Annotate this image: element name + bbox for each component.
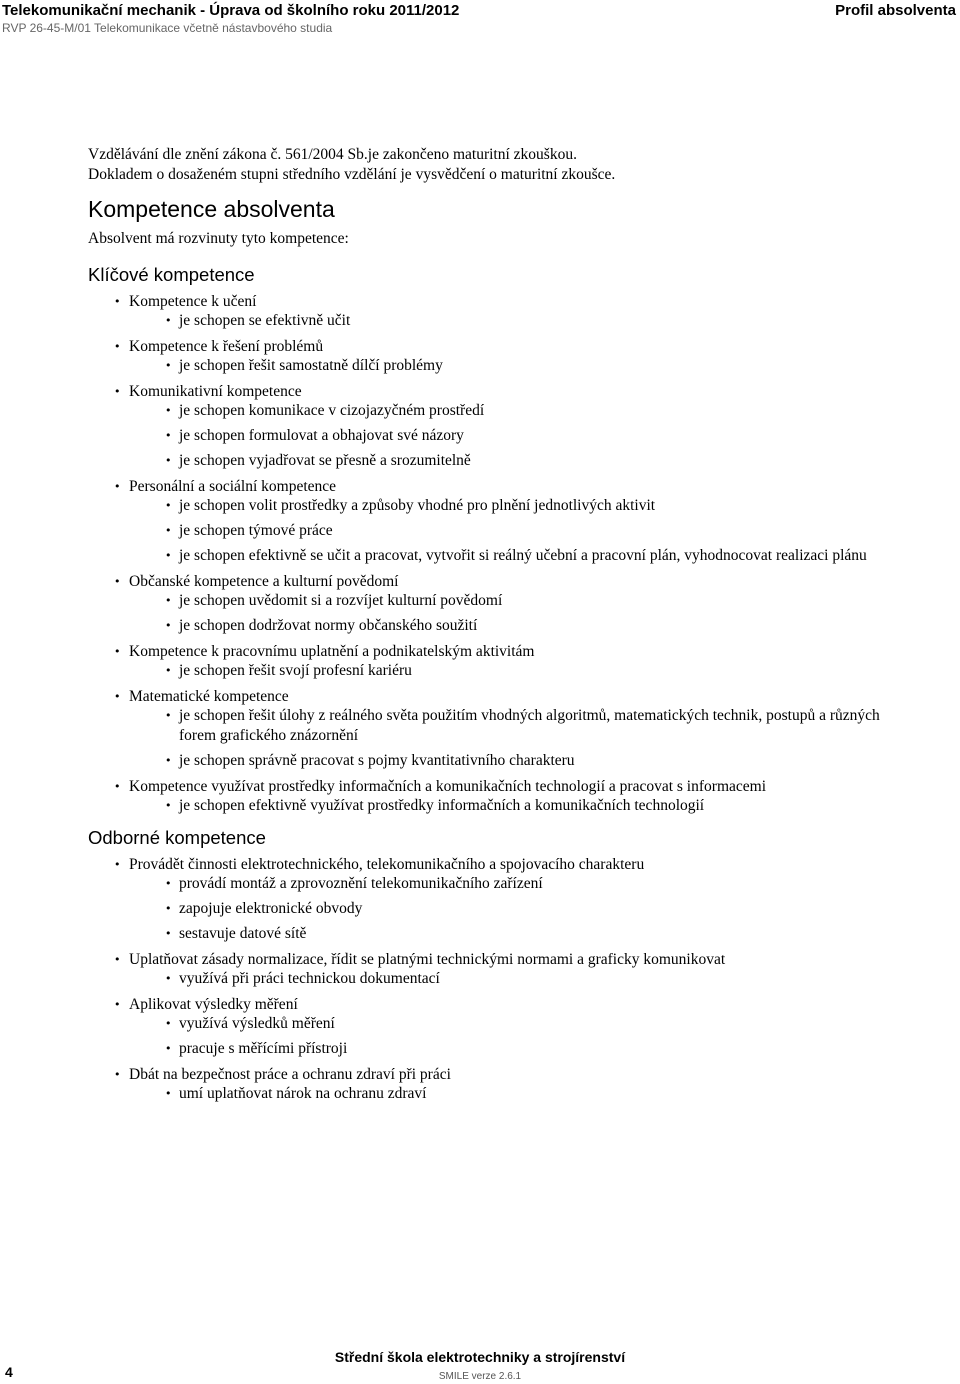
intro-line: Vzdělávání dle znění zákona č. 561/2004 Sb.je zakončeno maturitní zkouškou. [88, 146, 577, 163]
competence-label: • Aplikovat výsledky měření [129, 996, 298, 1013]
competence-label: • Provádět činnosti elektrotechnického, telekomunikačního a spojovacího charakteru [129, 856, 645, 873]
competence-item [88, 477, 908, 566]
competence-detail: • provádí montáž a zprovoznění telekomunikačního zařízení [129, 874, 908, 894]
competence-detail: • umí uplatňovat nárok na ochranu zdraví [129, 1084, 908, 1104]
intro-text [88, 145, 908, 185]
competence-item [88, 950, 908, 989]
competence-label: • Personální a sociální kompetence [129, 478, 337, 495]
competence-label: • Občanské kompetence a kulturní povědomí [129, 573, 399, 590]
competence-detail: • využívá výsledků měření [129, 1014, 908, 1034]
competence-item [88, 995, 908, 1059]
professional-competences-heading: Odborné kompetence [88, 827, 266, 848]
competence-item [88, 687, 908, 771]
competence-detail: • je schopen řešit samostatně dílčí problémy [129, 356, 908, 376]
competence-detail: • je schopen řešit svojí profesní kariéru [129, 661, 908, 681]
software-version: SMILE verze 2.6.1 [438, 1371, 522, 1382]
section-label: Profil absolventa [835, 2, 956, 19]
competence-label: • Kompetence k řešení problémů [129, 338, 324, 355]
competence-item [88, 382, 908, 471]
competence-detail: • je schopen se efektivně učit [129, 311, 908, 331]
competence-lead: Absolvent má rozvinuty tyto kompetence: [88, 230, 349, 247]
document-subtitle: RVP 26-45-M/01 Telekomunikace včetně nástavbového studia [2, 21, 333, 35]
competence-item [88, 337, 908, 376]
competence-item [88, 1065, 908, 1104]
competence-detail: • sestavuje datové sítě [129, 924, 908, 944]
intro-line: Dokladem o dosaženém stupni středního vzdělání je vysvědčení o maturitní zkoušce. [88, 166, 616, 183]
competence-item [88, 292, 908, 331]
competence-detail: • je schopen týmové práce [129, 521, 908, 541]
competence-detail: • pracuje s měřícími přístroji [129, 1039, 908, 1059]
competence-item [88, 572, 908, 636]
competence-label: • Komunikativní kompetence [129, 383, 302, 400]
competence-detail: • je schopen řešit úlohy z reálného světa použitím vhodných algoritmů, matematických technik, postupů a různých forem grafického znázornění [129, 706, 908, 746]
competence-item [88, 777, 908, 816]
competence-heading: Kompetence absolventa [88, 196, 335, 222]
competence-detail: • je schopen efektivně využívat prostředky informačních a komunikačních technologií [129, 796, 908, 816]
competence-detail: • využívá při práci technickou dokumentací [129, 969, 908, 989]
competence-label: • Kompetence využívat prostředky informačních a komunikačních technologií a pracovat s informacemi [129, 778, 766, 795]
competence-item [88, 855, 908, 944]
professional-competences-list [88, 855, 908, 1104]
competence-detail: • je schopen komunikace v cizojazyčném prostředí [129, 401, 908, 421]
competence-detail: • je schopen vyjadřovat se přesně a srozumitelně [129, 451, 908, 471]
competence-detail: • zapojuje elektronické obvody [129, 899, 908, 919]
key-competences-heading: Klíčové kompetence [88, 264, 255, 285]
competence-item [88, 642, 908, 681]
page-number: 4 [5, 1364, 13, 1380]
competence-label: • Kompetence k pracovnímu uplatnění a podnikatelským aktivitám [129, 643, 535, 660]
competence-label: • Kompetence k učení [129, 293, 257, 310]
key-competences-list [88, 292, 908, 816]
competence-label: • Matematické kompetence [129, 688, 289, 705]
school-name: Střední škola elektrotechniky a strojírenství [334, 1349, 626, 1365]
competence-detail: • je schopen formulovat a obhajovat své názory [129, 426, 908, 446]
competence-detail: • je schopen efektivně se učit a pracovat, vytvořit si reálný učební a pracovní plán, vyhodnocovat realizaci plánu [129, 546, 908, 566]
competence-detail: • je schopen dodržovat normy občanského soužití [129, 616, 908, 636]
document-title: Telekomunikační mechanik - Úprava od školního roku 2011/2012 [2, 2, 460, 19]
competence-label: • Uplatňovat zásady normalizace, řídit se platnými technickými normami a graficky komunikovat [129, 951, 726, 968]
competence-detail: • je schopen uvědomit si a rozvíjet kulturní povědomí [129, 591, 908, 611]
competence-detail: • je schopen volit prostředky a způsoby vhodné pro plnění jednotlivých aktivit [129, 496, 908, 516]
page-content [88, 145, 908, 1110]
competence-label: • Dbát na bezpečnost práce a ochranu zdraví při práci [129, 1066, 451, 1083]
competence-detail: • je schopen správně pracovat s pojmy kvantitativního charakteru [129, 751, 908, 771]
